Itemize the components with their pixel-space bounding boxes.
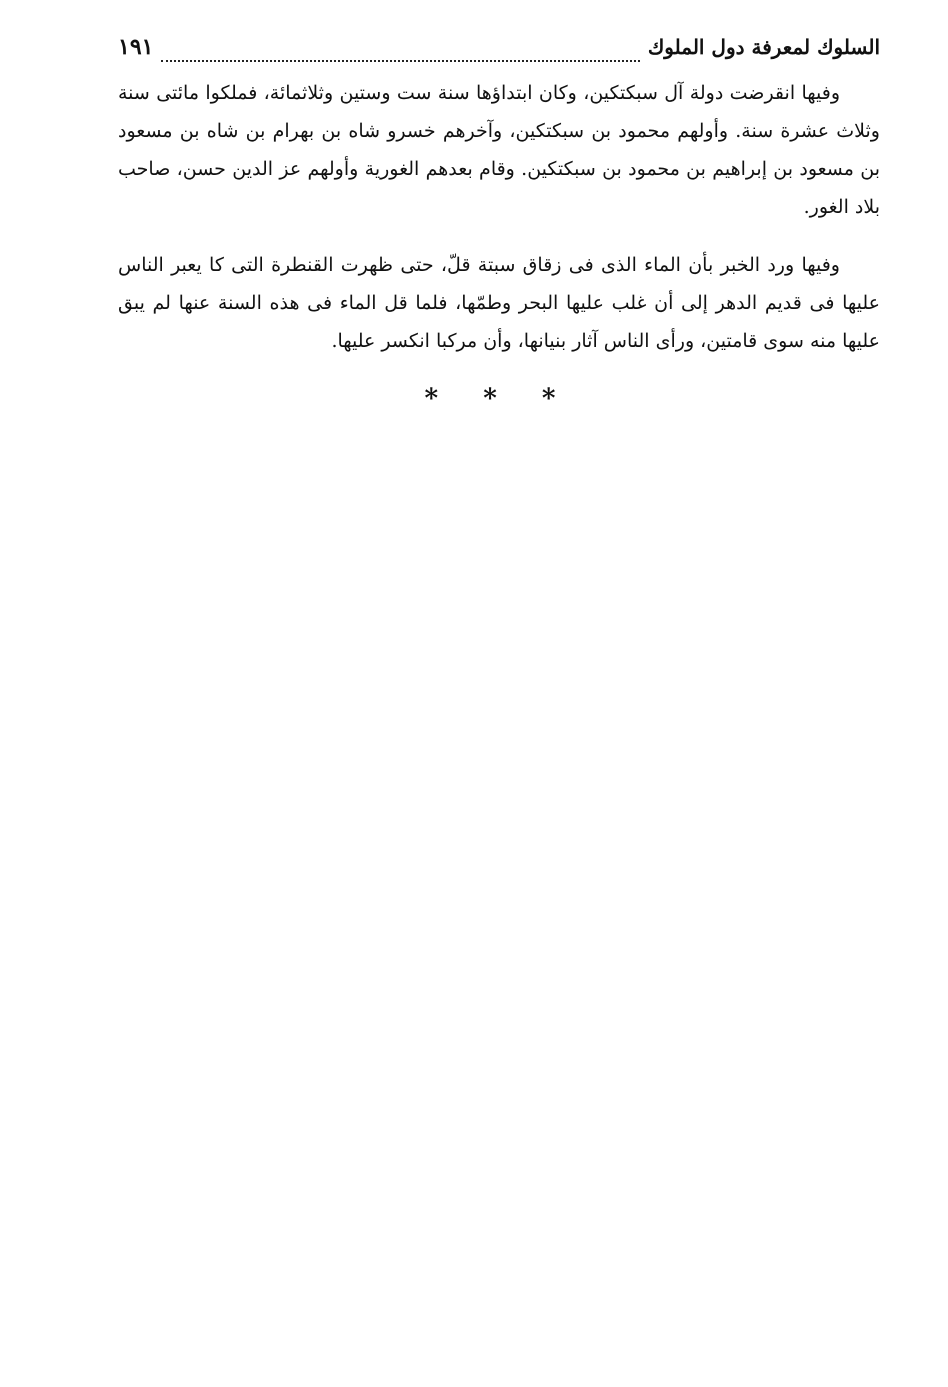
paragraph-1: وفيها انقرضت دولة آل سبكتكين، وكان ابتداؤها سنة ست وستين وثلاثمائة، فملكوا مائتى سنة وثلاث عشرة سنة. وأولهم محمود بن سبكتكين، وآخرهم خسرو شاه بن بهرام بن شاه بن مسعود بن مسعود بن إبراهيم بن محمود بن سبكتكين. وقام بعدهم الغورية وأولهم عز الدين حسن، صاحب بلاد الغور. <box>118 82 880 218</box>
section-end-asterisks: * * * <box>424 384 574 414</box>
dot-leader <box>161 46 639 62</box>
running-header <box>118 34 880 74</box>
page-number: ١٩١ <box>118 34 154 60</box>
paragraph-2: وفيها ورد الخبر بأن الماء الذى فى زقاق سبتة قلّ، حتى ظهرت القنطرة التى كا يعبر الناس عليها فى قديم الدهر إلى أن غلب عليها البحر وطمّها، فلما قل الماء فى هذه السنة عنها لم يبق عليها منه سوى قامتين، ورأى الناس آثار بنيانها، وأن مركبا انكسر عليها. <box>118 254 880 352</box>
document-page <box>118 34 880 414</box>
book-title: السلوك لمعرفة دول الملوك <box>647 35 880 59</box>
